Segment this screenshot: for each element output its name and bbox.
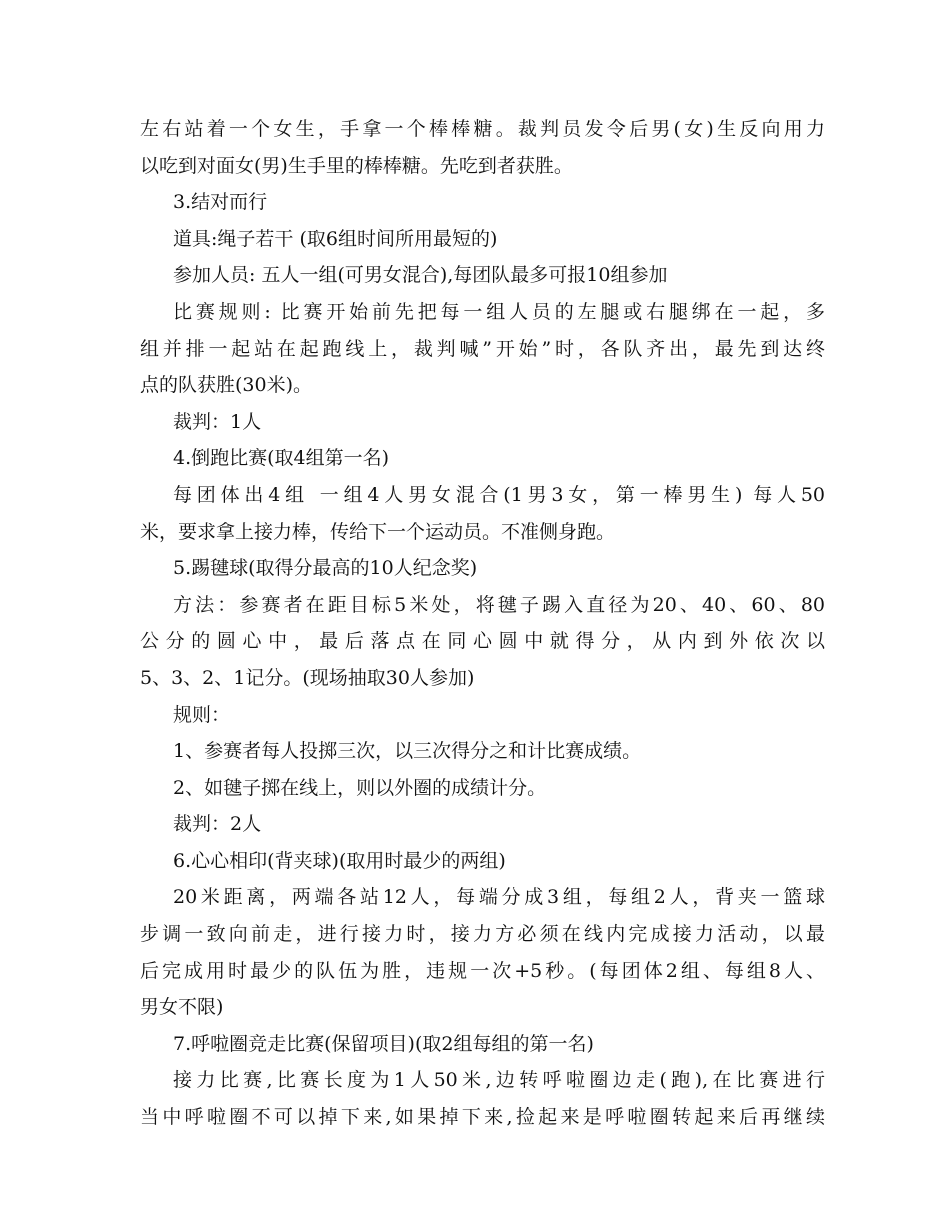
text-line: 点的队获胜(30米)。 — [140, 374, 313, 397]
text-line: 男女不限) — [140, 996, 224, 1019]
text-line: 步调一致向前走，进行接力时，接力方必须在线内完成接力活动，以最 — [140, 923, 825, 946]
text-line: 以吃到对面女(男)生手里的棒棒糖。先吃到者获胜。 — [140, 154, 573, 177]
document-body — [140, 111, 825, 1136]
text-line: 每团体出4组 一组4人男女混合(1男3女，第一棒男生) 每人50 — [173, 483, 825, 506]
text-line: 2、如毽子掷在线上，则以外圈的成绩计分。 — [173, 776, 547, 799]
text-line: 公分的圆心中，最后落点在同心圆中就得分，从内到外依次以 — [140, 630, 825, 653]
text-line: 规则： — [173, 703, 231, 726]
text-line: 方法：参赛者在距目标5米处，将毽子踢入直径为20、40、60、80 — [173, 593, 825, 616]
section-heading: 6.心心相印(背夹球)(取用时最少的两组) — [173, 849, 506, 872]
text-line: 5、3、2、1记分。(现场抽取30人参加) — [140, 666, 475, 689]
section-heading: 4.倒跑比赛(取4组第一名) — [173, 447, 390, 470]
text-line: 后完成用时最少的队伍为胜，违规一次+5秒。(每团体2组、每组8人、 — [140, 959, 825, 982]
text-line: 当中呼啦圈不可以掉下来,如果掉下来,捡起来是呼啦圈转起来后再继续 — [140, 1106, 825, 1129]
text-line: 比赛规则: 比赛开始前先把每一组人员的左腿或右腿绑在一起，多 — [173, 300, 825, 323]
text-line: 米，要求拿上接力棒，传给下一个运动员。不准侧身跑。 — [140, 520, 616, 543]
text-line: 参加人员: 五人一组(可男女混合),每团队最多可报10组参加 — [173, 264, 668, 287]
text-line: 组并排一起站在起跑线上，裁判喊”开始”时，各队齐出，最先到达终 — [140, 337, 825, 360]
text-line: 左右站着一个女生，手拿一个棒棒糖。裁判员发令后男(女)生反向用力 — [140, 118, 825, 140]
text-line: 道具:绳子若干 (取6组时间所用最短的) — [173, 227, 498, 250]
section-heading: 7.呼啦圈竞走比赛(保留项目)(取2组每组的第一名) — [173, 1032, 594, 1055]
text-line: 裁判：1人 — [173, 410, 262, 433]
text-line: 1、参赛者每人投掷三次，以三次得分之和计比赛成绩。 — [173, 740, 642, 763]
text-line: 接力比赛,比赛长度为1人50米,边转呼啦圈边走(跑),在比赛进行 — [173, 1069, 825, 1092]
text-line: 裁判：2人 — [173, 813, 262, 836]
section-heading: 5.踢毽球(取得分最高的10人纪念奖) — [173, 557, 478, 580]
section-heading: 3.结对而行 — [173, 191, 268, 214]
text-line: 20米距离，两端各站12人，每端分成3组，每组2人，背夹一篮球 — [173, 886, 825, 909]
